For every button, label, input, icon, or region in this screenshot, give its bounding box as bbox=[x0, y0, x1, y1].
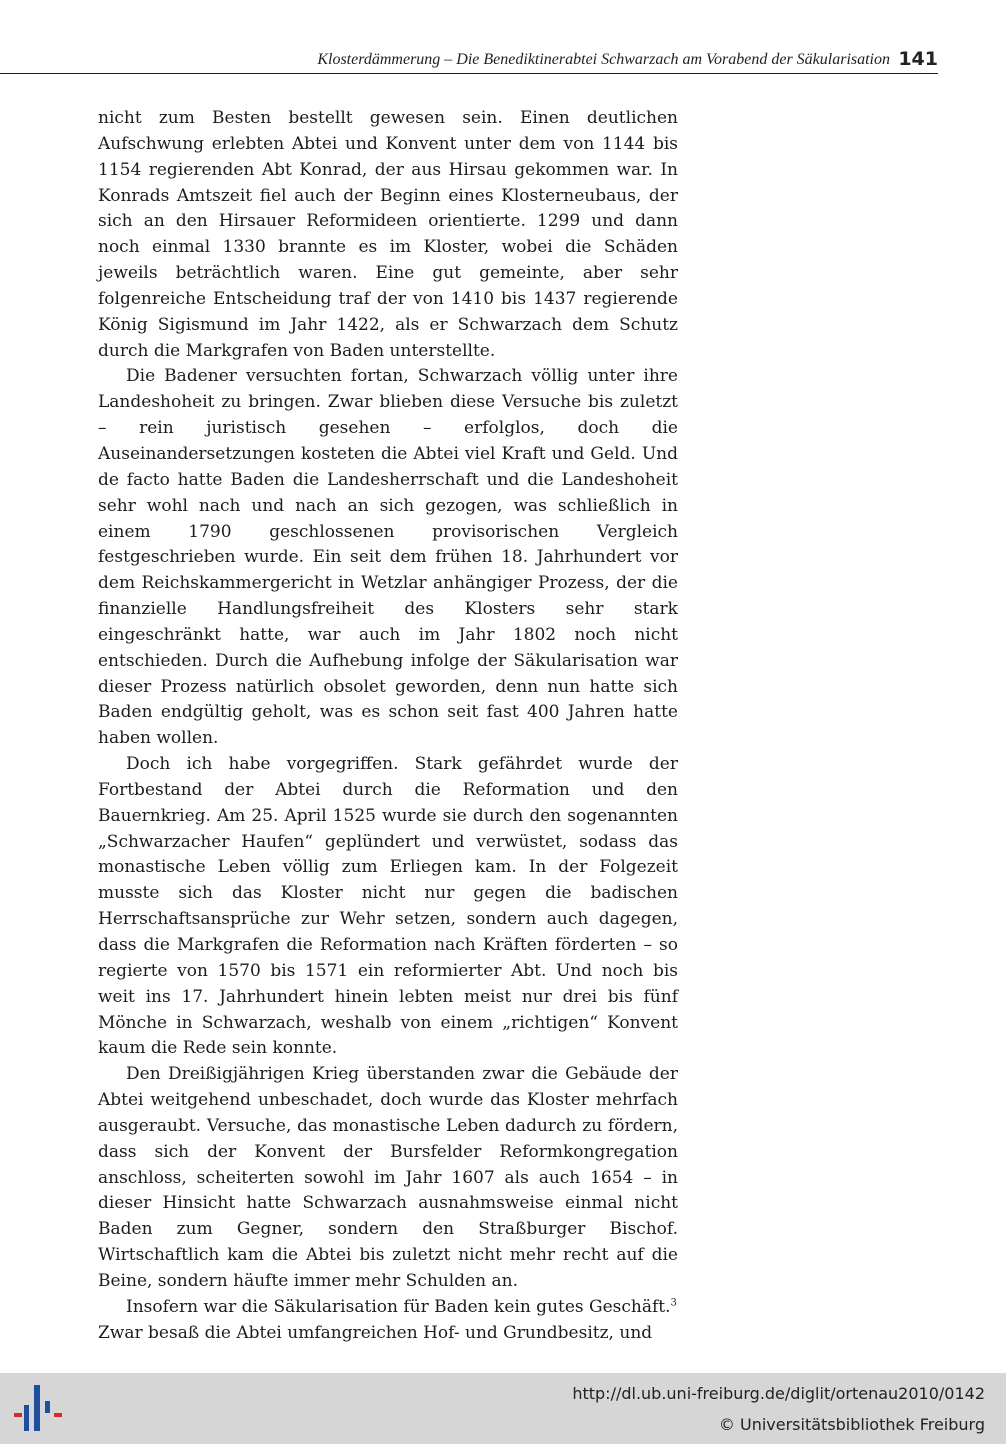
logo-red-mark-right bbox=[54, 1413, 62, 1417]
footer-bar bbox=[0, 1373, 1006, 1444]
ub-freiburg-logo-icon bbox=[12, 1383, 68, 1433]
logo-blue-bar-2 bbox=[24, 1405, 29, 1431]
logo-blue-bar-3 bbox=[45, 1401, 50, 1413]
header-rule bbox=[0, 73, 938, 74]
logo-red-mark-left bbox=[14, 1413, 22, 1417]
footer-url[interactable]: http://dl.ub.uni-freiburg.de/diglit/ortenau2010/0142 bbox=[572, 1384, 985, 1403]
logo-blue-bar-1 bbox=[34, 1385, 40, 1431]
paragraph-5 bbox=[98, 1295, 678, 1321]
footer-copyright: © Universitätsbibliothek Freiburg bbox=[718, 1415, 985, 1434]
paragraph-6: Zwar besaß die Abtei umfangreichen Hof- und Grundbesitz, und bbox=[98, 1322, 653, 1343]
paragraph-5-text: Insofern war die Säkularisation für Baden kein gutes Geschäft. bbox=[126, 1296, 671, 1317]
footnote-reference[interactable]: 3 bbox=[670, 1297, 677, 1309]
body-text bbox=[98, 106, 678, 1347]
paragraph-2: Die Badener versuchten fortan, Schwarzach völlig unter ihre Landeshoheit zu bringen. Zwar blieben diese Versuche bis zuletzt – rein juristisch gesehen – erfolglos, doch die Auseinandersetzungen kosteten die Abtei viel Kraft und Geld. Und de facto hatte Baden die Landesherrschaft und die Landeshoheit sehr wohl nach und nach an sich gezogen, was schließlich in einem 1790 geschlossenen provisorischen Vergleich festgeschrieben wurde. Ein seit dem frühen 18. Jahrhundert vor dem Reichskammergericht in Wetzlar anhängiger Prozess, der die finanzielle Handlungsfreiheit des Klosters sehr stark eingeschränkt hatte, war auch im Jahr 1802 noch nicht entschieden. Durch die Aufhebung infolge der Säkularisation war dieser Prozess natürlich obsolet geworden, denn nun hatte sich Baden endgültig geholt, was es schon seit fast 400 Jahren hatte haben wollen. bbox=[98, 366, 678, 749]
page-number: 141 bbox=[898, 48, 938, 70]
running-title: Klosterdämmerung – Die Benediktinerabtei Schwarzach am Vorabend der Säkularisation bbox=[317, 51, 890, 68]
paragraph-3: Doch ich habe vorgegriffen. Stark gefährdet wurde der Fortbestand der Abtei durch die Reformation und den Bauernkrieg. Am 25. April 1525 wurde sie durch den sogenannten „Schwarzacher Haufen“ geplündert und verwüstet, sodass das monastische Leben völlig zum Erliegen kam. In der Folgezeit musste sich das Kloster nicht nur gegen die badischen Herrschaftsansprüche zur Wehr setzen, sondern auch dagegen, dass die Markgrafen die Reformation nach Kräften förderten – so regierte von 1570 bis 1571 ein reformierter Abt. Und noch bis weit ins 17. Jahrhundert hinein lebten meist nur drei bis fünf Mönche in Schwarzach, weshalb von einem „richtigen“ Konvent kaum die Rede sein konnte. bbox=[98, 754, 678, 1059]
paragraph-1: nicht zum Besten bestellt gewesen sein. Einen deutlichen Aufschwung erlebten Abtei und Konvent unter dem von 1144 bis 1154 regierenden Abt Konrad, der aus Hirsau gekommen war. In Konrads Amtszeit fiel auch der Beginn eines Klosterneubaus, der sich an den Hirsauer Reformideen orientierte. 1299 und dann noch einmal 1330 brannte es im Kloster, wobei die Schäden jeweils beträchtlich waren. Eine gut gemeinte, aber sehr folgenreiche Entscheidung traf der von 1410 bis 1437 regierende König Sigismund im Jahr 1422, als er Schwarzach dem Schutz durch die Markgrafen von Baden unterstellte. bbox=[98, 108, 678, 361]
paragraph-4: Den Dreißigjährigen Krieg überstanden zwar die Gebäude der Abtei weitgehend unbeschadet, doch wurde das Kloster mehrfach ausgeraubt. Versuche, das monastische Leben dadurch zu fördern, dass sich der Konvent der Bursfelder Reformkongregation anschloss, scheiterten sowohl im Jahr 1607 als auch 1654 – in dieser Hinsicht hatte Schwarzach ausnahmsweise einmal nicht Baden zum Gegner, sondern den Straßburger Bischof. Wirtschaftlich kam die Abtei bis zuletzt nicht mehr recht auf die Beine, sondern häufte immer mehr Schulden an. bbox=[98, 1064, 678, 1291]
